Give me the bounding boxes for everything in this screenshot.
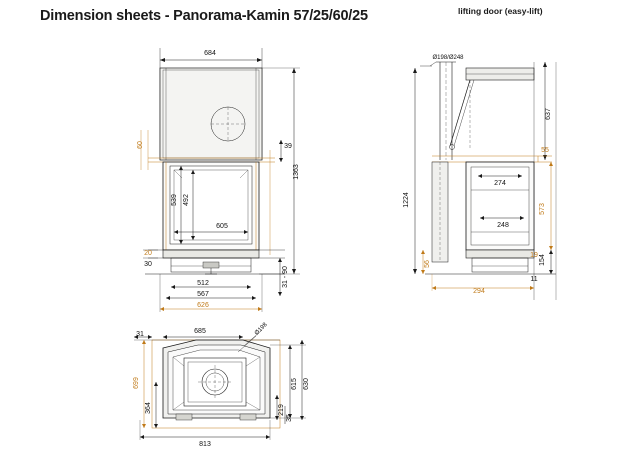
dim-294: 294	[473, 288, 485, 295]
dim-699: 699	[133, 377, 140, 389]
dim-diameter-198: Ø198	[253, 321, 269, 337]
page-subtitle: lifting door (easy-lift)	[458, 6, 543, 16]
dim-684: 684	[204, 50, 216, 57]
dim-573: 573	[539, 203, 546, 215]
front-view-group	[141, 48, 300, 312]
dim-11: 11	[530, 276, 538, 283]
dim-30: 30	[144, 261, 152, 268]
dim-35: 35	[286, 414, 293, 422]
dim-diameter-flue: Ø198/Ø248	[432, 55, 464, 61]
dim-39: 39	[284, 143, 292, 150]
dim-274: 274	[494, 180, 506, 187]
dim-492: 492	[183, 194, 190, 206]
dim-56: 56	[424, 260, 431, 268]
dim-219: 219	[278, 404, 285, 416]
dim-20: 20	[144, 250, 152, 257]
dim-1224: 1224	[403, 192, 410, 208]
dim-605: 605	[216, 223, 228, 230]
dim-567: 567	[197, 291, 209, 298]
dim-1363: 1363	[293, 164, 300, 180]
dim-55: 55	[541, 147, 549, 154]
dim-60: 60	[137, 141, 144, 149]
dim-539: 539	[171, 194, 178, 206]
dim-685: 685	[194, 328, 206, 335]
plan-view-group	[134, 330, 306, 440]
dim-630: 630	[303, 378, 310, 390]
dim-364: 364	[145, 402, 152, 414]
dim-248: 248	[497, 222, 509, 229]
dim-512: 512	[197, 280, 209, 287]
dim-19: 19	[530, 252, 538, 259]
dim-813: 813	[199, 441, 211, 448]
dim-626: 626	[197, 302, 209, 309]
dim-31: 31	[136, 331, 144, 338]
page-title: Dimension sheets - Panorama-Kamin 57/25/60/25	[40, 8, 368, 24]
dim-615: 615	[291, 378, 298, 390]
side-view-group	[413, 62, 556, 300]
dim-637: 637	[545, 108, 552, 120]
dim-31-90: 31 - 90	[282, 266, 289, 288]
dim-154: 154	[539, 254, 546, 266]
